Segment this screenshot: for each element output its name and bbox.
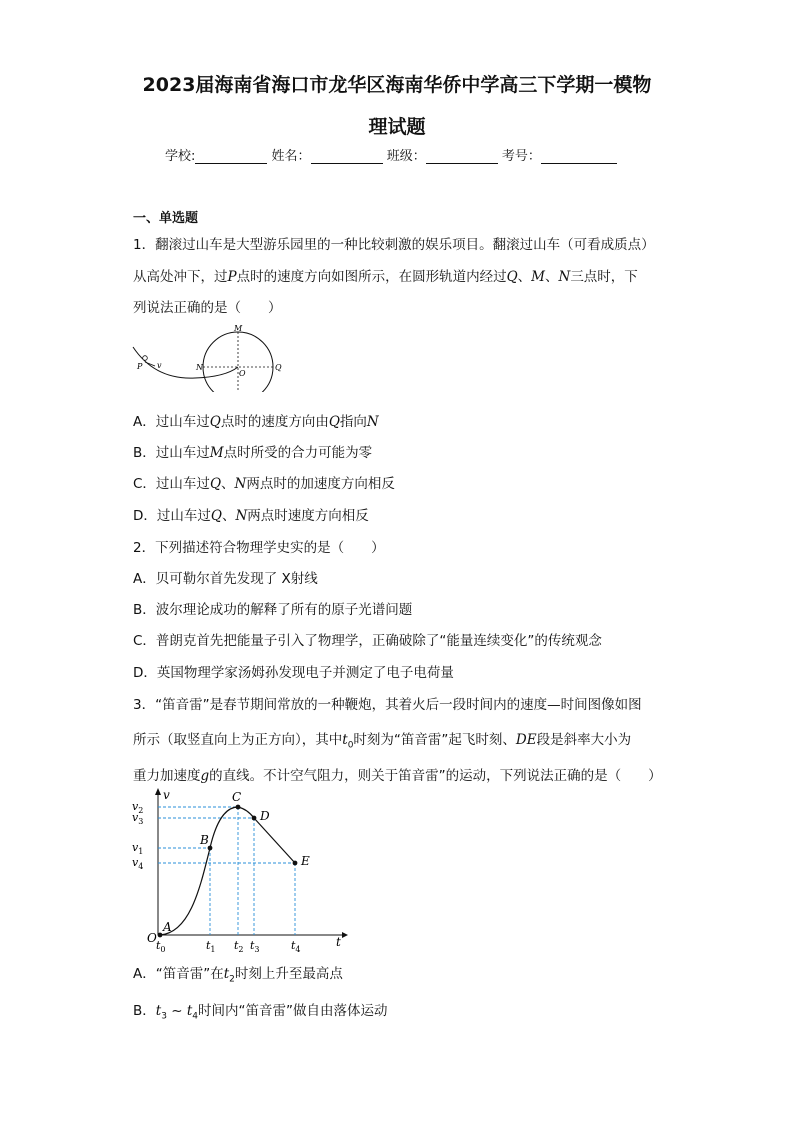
x-axis-arrow	[342, 932, 348, 938]
exam-number-label: 考号：	[501, 149, 541, 164]
y-axis-label: v	[163, 788, 170, 802]
school-label: 学校:	[165, 149, 196, 164]
point-label-A: A	[163, 920, 172, 934]
q3-option-a[interactable]: A．“笛音雷”在$t_2$时刻上升至最高点	[133, 966, 343, 985]
point-label-C: C	[232, 790, 242, 804]
y-tick-v2: $v_2$	[132, 800, 144, 815]
x-tick-t4: $t_4$	[291, 939, 301, 954]
point-C	[236, 805, 241, 810]
q2-option-a[interactable]: A．贝可勒尔首先发现了 X射线	[133, 571, 318, 587]
q1-stem-line1: 1．翻滚过山车是大型游乐园里的一种比较刺激的娱乐项目。翻滚过山车（可看成质点）	[133, 237, 655, 253]
q3-stem-line3: 重力加速度g的直线。不计空气阻力，则关于笛音雷”的运动，下列说法正确的是（ ）	[133, 768, 662, 784]
velocity-time-chart	[130, 785, 350, 955]
q3-stem-line2: 所示（取竖直向上为正方向），其中$t_0$时刻为“笛音雷”起飞时刻、DE段是斜率大小为	[133, 732, 632, 751]
y-tick-v1: $v_1$	[132, 841, 144, 856]
label-M: M	[234, 324, 243, 333]
class-label: 班级：	[386, 149, 426, 164]
label-P: P	[137, 362, 143, 371]
x-tick-t2: $t_2$	[234, 939, 244, 954]
y-tick-v4: $v_4$	[132, 856, 144, 871]
exam-number-blank[interactable]	[541, 149, 617, 164]
y-axis-arrow	[155, 788, 161, 795]
cart-P	[143, 356, 148, 361]
label-Q: Q	[275, 363, 282, 372]
q2-stem: 2．下列描述符合物理学史实的是（ ）	[133, 540, 385, 556]
label-v: v	[157, 361, 162, 370]
x-tick-t1: $t_1$	[206, 939, 216, 954]
point-E	[293, 861, 298, 866]
x-tick-t3: $t_3$	[250, 939, 260, 954]
x-axis-label: t	[336, 935, 341, 949]
section-title-single-choice: 一、单选题	[133, 211, 199, 226]
track-curve	[133, 347, 238, 378]
x-tick-t0: $t_0$	[156, 939, 166, 954]
point-label-D: D	[260, 809, 270, 823]
point-label-B: B	[200, 833, 209, 847]
name-label: 姓名：	[271, 149, 311, 164]
point-label-E: E	[301, 854, 310, 868]
q1-option-b[interactable]: B．过山车过M点时所受的合力可能为零	[133, 445, 373, 461]
q3-option-b[interactable]: B．$t_3$ ~ $t_4$时间内“笛音雷”做自由落体运动	[133, 1003, 388, 1022]
exam-title-line1: 2023届海南省海口市龙华区海南华侨中学高三下学期一模物	[142, 74, 652, 96]
y-tick-v3: $v_3$	[132, 811, 144, 826]
q2-option-b[interactable]: B．波尔理论成功的解释了所有的原子光谱问题	[133, 602, 413, 618]
label-N: N	[196, 363, 203, 372]
roller-coaster-figure	[125, 322, 295, 392]
q1-option-d[interactable]: D．过山车过Q、N两点时速度方向相反	[133, 508, 369, 524]
exam-title-line2: 理试题	[368, 116, 426, 138]
q3-stem-line1: 3．“笛音雷”是春节期间常放的一种鞭炮，其着火后一段时间内的速度—时间图像如图	[133, 697, 642, 713]
student-info-fields	[165, 145, 617, 164]
point-D	[252, 816, 257, 821]
label-O: O	[239, 369, 246, 378]
q2-option-d[interactable]: D．英国物理学家汤姆孙发现电子并测定了电子电荷量	[133, 665, 454, 681]
q1-option-a[interactable]: A．过山车过Q点时的速度方向由Q指向N	[133, 414, 379, 430]
q1-stem-line2: 从高处冲下，过P点时的速度方向如图所示，在圆形轨道内经过Q、M、N三点时，下	[133, 269, 638, 285]
name-blank[interactable]	[311, 149, 383, 164]
school-blank[interactable]	[195, 149, 267, 164]
q1-option-c[interactable]: C．过山车过Q、N两点时的加速度方向相反	[133, 476, 395, 492]
point-A	[158, 933, 163, 938]
origin-label: O	[147, 931, 157, 945]
q1-stem-line3: 列说法正确的是（ ）	[133, 300, 282, 316]
q2-option-c[interactable]: C．普朗克首先把能量子引入了物理学，正确破除了“能量连续变化”的传统观念	[133, 633, 602, 649]
class-blank[interactable]	[426, 149, 498, 164]
velocity-curve	[160, 807, 295, 935]
